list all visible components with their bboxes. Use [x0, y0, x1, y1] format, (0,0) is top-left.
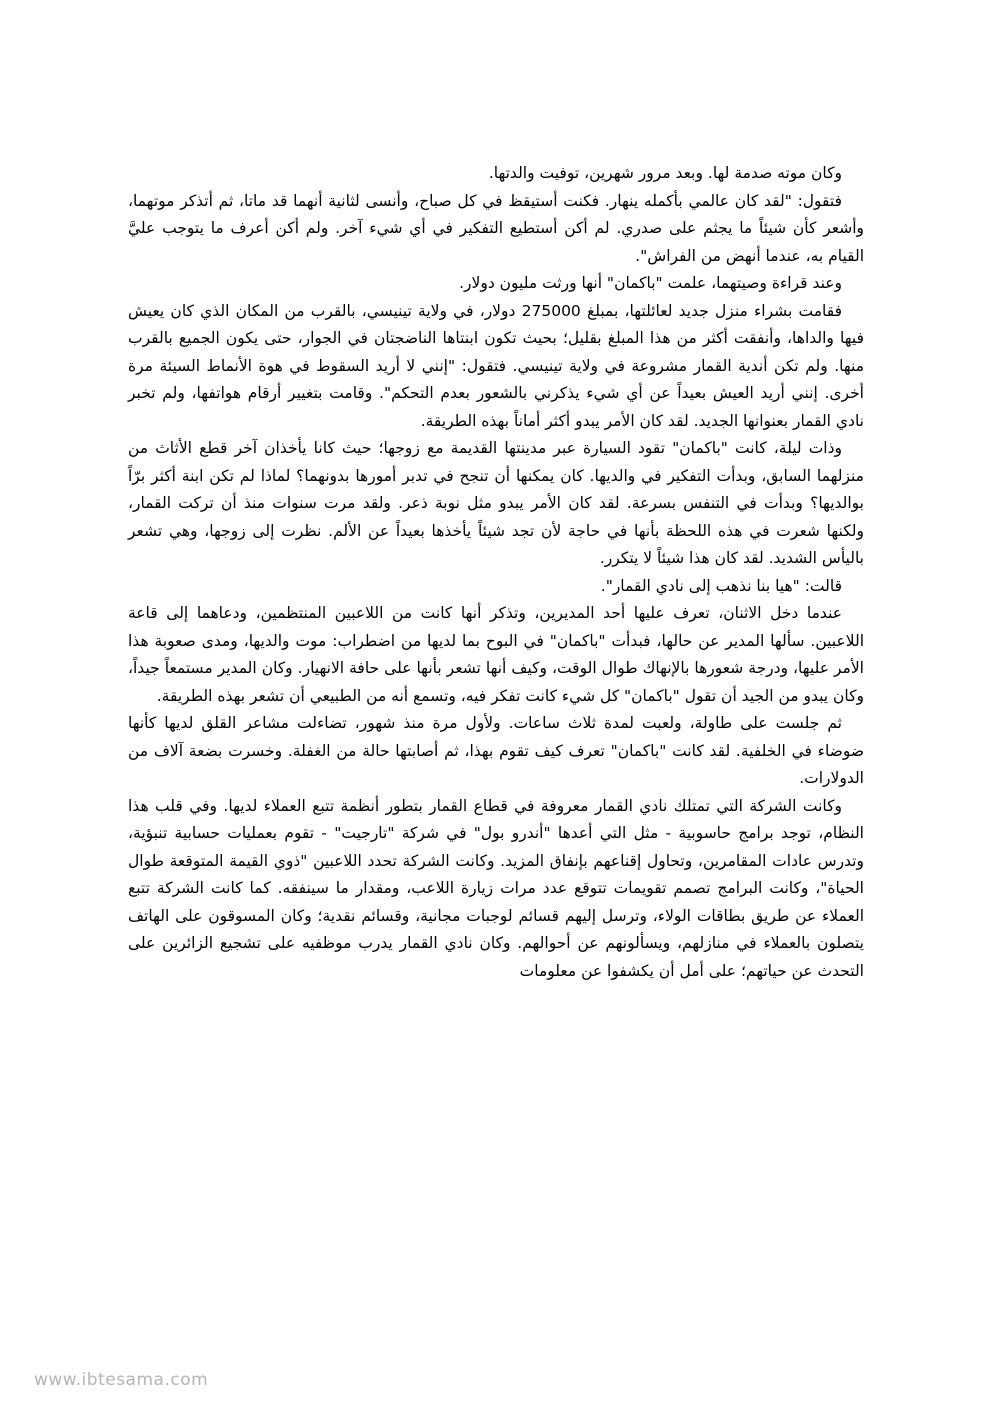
paragraph-8: ثم جلست على طاولة، ولعبت لمدة ثلاث ساعات. ولأول مرة منذ شهور، تضاءلت مشاعر القلق لديها كأنها ضوضاء في الخلفية. لقد كانت "باكمان" تعرف كيف تقوم بهذا، ثم أصابتها حالة من الغفلة. وخسرت بضعة آلاف من الدولارات.	[128, 714, 864, 787]
paragraph-5: وذات ليلة، كانت "باكمان" تقود السيارة عبر مدينتها القديمة مع زوجها؛ حيث كانا يأخذان آخر قطع الأثاث من منزلهما السابق، وبدأت التفكير في والديها. كان يمكنها أن تنجح في تدبر أمورها بدونهما؟ لماذا لم تكن ابنة أكثر برّاً بوالديها؟ وبدأت في التنفس بسرعة. لقد كان الأمر يبدو مثل نوبة ذعر. ولقد مرت سنوات منذ أن تركت القمار، ولكنها شعرت في هذه اللحظة بأنها في حاجة لأن تجد شيئاً يأخذها بعيداً عن الألم. نظرت إلى زوجها، وهي تشعر باليأس الشديد. لقد كان هذا شيئاً لا يتكرر.	[128, 439, 864, 567]
paragraph-6: قالت: "هيا بنا نذهب إلى نادي القمار".	[600, 576, 842, 595]
paragraph-4: فقامت بشراء منزل جديد لعائلتها، بمبلغ 275000 دولار، في ولاية تينيسي، بالقرب من المكان الذي كان يعيش فيها والداها، وأنفقت أكثر من هذا المبلغ بقليل؛ بحيث تكون ابنتاها الناضجتان في الجوار، حتى يكون الجميع بالقرب منها. ولم تكن أندية القمار مشروعة في ولاية تينيسي. فتقول: "إنني لا أريد السقوط في هوة الأنماط السيئة مرة أخرى. إنني أريد العيش بعيداً عن أي شيء يذكرني بالشعور بعدم التحكم". وقامت بتغيير أرقام هواتفها، ولم تخبر نادي القمار بعنوانها الجديد. لقد كان الأمر يبدو أكثر أماناً بهذه الطريقة.	[128, 301, 864, 430]
paragraph-9: وكانت الشركة التي تمتلك نادي القمار معروفة في قطاع القمار بتطور أنظمة تتبع العملاء لديها. وفي قلب هذا النظام، توجد برامج حاسوبية - مثل التي أعدها "أندرو بول" في شركة "تارجيت" - تقوم بعمليات حسابية تنبؤية، وتدرس عادات المقامرين، وتحاول إقناعهم بإنفاق المزيد. وكانت الشركة تحدد اللاعبين "ذوي القيمة المتوقعة طوال الحياة"، وكانت البرامج تصمم تقويمات تتوقع عدد مرات زيارة اللاعب، ومقدار ما سينفقه. كما كانت الشركة تتبع العملاء عن طريق بطاقات الولاء، وترسل إليهم قسائم لوجبات مجانية، وقسائم نقدية؛ وكان المسوقون على الهاتف يتصلون بالعملاء في منازلهم، ويسألونهم عن أحوالهم. وكان نادي القمار يدرب موظفيه على تشجيع الزائرين على التحدث عن حياتهم؛ على أمل أن يكشفوا عن معلومات	[128, 796, 864, 980]
paragraph-7: عندما دخل الاثنان، تعرف عليها أحد المديرين، وتذكر أنها كانت من اللاعبين المنتظمين، ودعاهما إلى قاعة اللاعبين. سألها المدير عن حالها، فبدأت "باكمان" في البوح بما لديها من اضطراب: موت والديها، ومدى صعوبة هذا الأمر عليها، ودرجة شعورها بالإنهاك طوال الوقت، وكيف أنها تشعر بأنها على حافة الانهيار. وكان المدير مستمعاً جيداً، وكان يبدو من الجيد أن تقول "باكمان" كل شيء كانت تفكر فيه، وتسمع أنه من الطبيعي أن تشعر بهذه الطريقة.	[128, 604, 864, 705]
body-text	[128, 160, 864, 985]
paragraph-3: وعند قراءة وصيتهما، علمت "باكمان" أنها ورثت مليون دولار.	[459, 274, 842, 292]
site-watermark: www.ibtesama.com	[34, 1370, 209, 1390]
paragraph-2: فتقول: "لقد كان عالمي بأكمله ينهار. فكنت أستيقظ في كل صباح، وأنسى لثانية أنهما قد ماتا، ثم أتذكر موتهما، وأشعر كأن شيئاً ما يجثم على صدري. لم أكن أستطيع التفكير في أي شيء آخر. ولم أكن أعرف ما يتوجب عليَّ القيام به، عندما أنهض من الفراش".	[128, 191, 864, 265]
paragraph-1: وكان موته صدمة لها. وبعد مرور شهرين، توفيت والدتها.	[488, 164, 842, 182]
